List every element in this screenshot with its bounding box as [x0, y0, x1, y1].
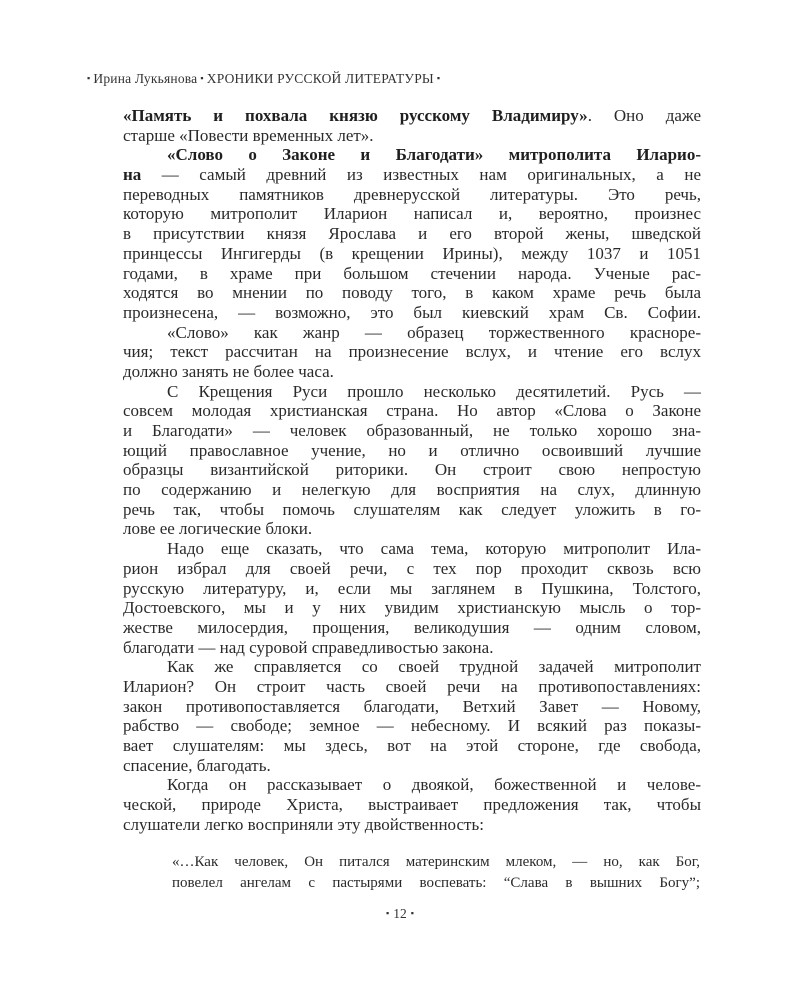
line-text: которую митрополит Иларион написал и, вероятно, произнес [123, 204, 701, 224]
text-line [123, 283, 701, 303]
text-line [123, 519, 701, 539]
line-text: С Крещения Руси прошло несколько десятилетий. Русь — [167, 381, 701, 401]
line-text: принцессы Ингигерды (в крещении Ирины), между 1037 и 1051 [123, 243, 701, 263]
text-line [123, 224, 701, 244]
text-line [172, 873, 700, 894]
text-line [123, 165, 701, 185]
line-text: Достоевского, мы и у них увидим христианскую мысль о тор- [123, 598, 701, 618]
line-text: совсем молодая христианская страна. Но автор «Слова о Законе [123, 401, 701, 421]
line-text: ющий православное учение, но и отлично освоивший лучшие [123, 440, 701, 460]
line-text: вает слушателям: мы здесь, вот на этой стороне, где свобода, [123, 736, 701, 755]
text-line [123, 618, 701, 638]
separator-square: ▪ [87, 73, 91, 83]
running-header [84, 71, 443, 87]
line-text: спасение, благодать. [123, 755, 271, 775]
page-number-value: 12 [393, 906, 407, 921]
line-text: ческой, природе Христа, выстраивает предложения так, чтобы [123, 795, 701, 815]
text-line [123, 598, 701, 618]
text-line [123, 362, 701, 382]
line-text: по содержанию и нелегкую для восприятия на слух, длинную [123, 480, 701, 500]
line-text: повелел ангелам с пастырями воспевать: “Слава в вышних Богу”; [172, 875, 700, 891]
text-line [123, 323, 701, 343]
line-text: чия; текст рассчитан на произнесение вслух, и чтение его вслух [123, 342, 701, 362]
text-line [123, 480, 701, 500]
line-text: Иларион? Он строит часть своей речи на противопоставлениях: [123, 676, 701, 696]
text-line [123, 460, 701, 480]
text-line [123, 579, 701, 599]
text-line [123, 539, 701, 559]
separator-square: ▪ [386, 908, 390, 918]
text-line [123, 441, 701, 461]
bold-title: на [123, 165, 142, 185]
line-text: образцы византийской риторики. Он строит свою непростую [123, 460, 701, 480]
line-text: жестве милосердия, прощения, великодушия — одним словом, [123, 617, 701, 637]
body-text [123, 106, 701, 834]
text-line [123, 264, 701, 284]
line-text: «…Как человек, Он питался материнским млеком, — но, как Бог, [172, 854, 700, 870]
text-line [123, 716, 701, 736]
text-line [123, 795, 701, 815]
line-text: произнесена, — возможно, это был киевский храм Св. Софии. [123, 302, 701, 322]
line-text: должно занять не более часа. [123, 361, 334, 381]
line-text: благодати — над суровой справедливостью закона. [123, 637, 494, 657]
line-text: переводных памятников древнерусской литературы. Это речь, [123, 184, 701, 204]
text-line [123, 736, 701, 756]
line-text: годами, в храме при большом стечении народа. Ученые рас- [123, 263, 701, 283]
text-line [123, 677, 701, 697]
line-text: и Благодати» — человек образованный, не только хорошо зна- [123, 421, 701, 440]
block-quote [172, 852, 700, 894]
text-line [123, 775, 701, 795]
line-text: закон противопоставляется благодати, Ветхий Завет — Новому, [123, 696, 701, 716]
line-text: — самый древний из известных нам оригинальных, а не [141, 165, 701, 185]
separator-square: ▪ [410, 908, 414, 918]
separator-square: ▪ [436, 73, 441, 83]
header-author: Ирина Лукьянова [93, 71, 198, 86]
text-line [123, 185, 701, 205]
text-line [123, 815, 701, 835]
text-line [123, 401, 701, 421]
line-text: лове ее логические блоки. [123, 519, 313, 539]
text-line [123, 421, 701, 441]
text-line [123, 500, 701, 520]
line-text: в присутствии князя Ярослава и его второй жены, шведской [123, 224, 701, 244]
line-text: «Слово» как жанр — образец торжественного красноре- [167, 322, 701, 342]
text-line [123, 126, 701, 146]
line-text: Как же справляется со своей трудной задачей митрополит [167, 657, 701, 677]
text-line [123, 657, 701, 677]
line-text: рабство — свободе; земное — небесному. И всякий раз показы- [123, 716, 701, 736]
text-line [123, 382, 701, 402]
line-text: речь так, чтобы помочь слушателям как следует уложить в го- [123, 499, 701, 519]
line-text: старше «Повести временных лет». [123, 125, 374, 145]
text-line [123, 106, 701, 126]
line-text: русскую литературу, и, если мы заглянем в Пушкина, Толстого, [123, 578, 701, 598]
text-line [123, 697, 701, 717]
line-text: Когда он рассказывает о двоякой, божественной и челове- [167, 775, 701, 795]
text-line [123, 342, 701, 362]
line-text: . Оно даже [587, 106, 701, 125]
line-text: слушатели легко восприняли эту двойственность: [123, 814, 484, 834]
page-number [0, 906, 800, 922]
header-book-title: ХРОНИКИ РУССКОЙ ЛИТЕРАТУРЫ [206, 71, 434, 86]
bold-title: «Память и похвала князю русскому Владимиру» [123, 106, 588, 125]
text-line [123, 756, 701, 776]
text-line [123, 559, 701, 579]
line-text: ходятся во мнении по поводу того, в каком храме речь была [123, 283, 701, 303]
text-line [123, 145, 701, 165]
text-line [172, 852, 700, 873]
bold-title: «Слово о Законе и Благодати» митрополита Иларио- [167, 145, 701, 165]
line-text: Надо еще сказать, что сама тема, которую митрополит Ила- [167, 539, 701, 559]
text-line [123, 204, 701, 224]
text-line [123, 244, 701, 264]
text-line [123, 303, 701, 323]
text-line [123, 638, 701, 658]
line-text: рион избрал для своей речи, с тех пор проходит сквозь всю [123, 558, 701, 578]
separator-square: ▪ [200, 73, 204, 83]
